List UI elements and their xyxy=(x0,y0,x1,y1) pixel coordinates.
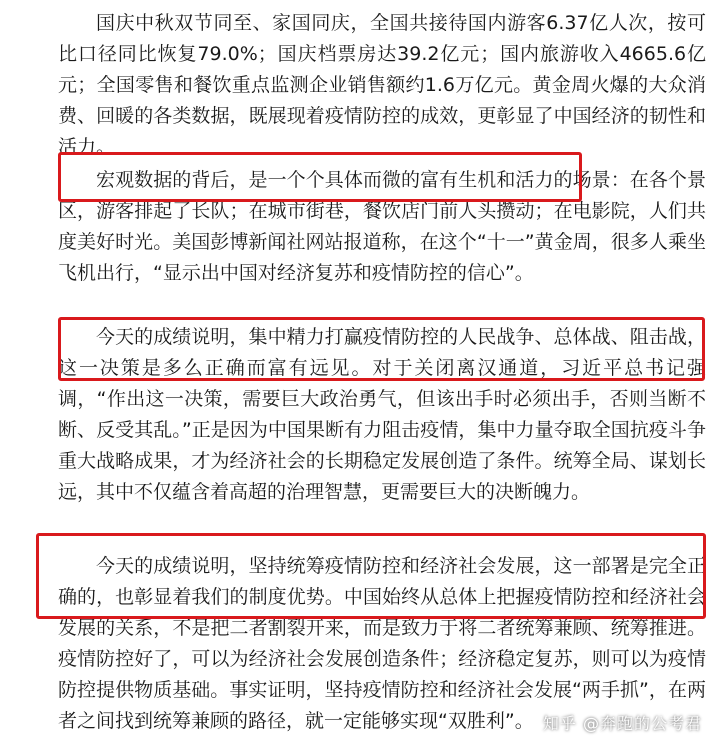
watermark: 知乎 @奔跑的公考君 xyxy=(542,714,702,733)
paragraph-3: 今天的成绩说明，集中精力打赢疫情防控的人民战争、总体战、阻击战，这一决策是多么正确而富有远见。对于关闭离汉通道，习近平总书记强调，“作出这一决策，需要巨大政治勇气，但该出手时必须出手，否则当断不断、反受其乱。”正是因为中国果断有力阻击疫情，集中力量夺取全国抗疫斗争重大战略成果，才为经济社会的长期稳定发展创造了条件。统筹全局、谋划长远，其中不仅蕴含着高超的治理智慧，更需要巨大的决断魄力。 xyxy=(58,326,706,503)
paragraph-1: 国庆中秋双节同至、家国同庆，全国共接待国内游客6.37亿人次，按可比口径同比恢复79.0%；国庆档票房达39.2亿元；国内旅游收入4665.6亿元；全国零售和餐饮重点监测企业销售额约1.6万亿元。黄金周火爆的大众消费、回暖的各类数据，既展现着疫情防控的成效，更彰显了中国经济的韧性和活力。 xyxy=(58,12,706,158)
paragraph-4: 今天的成绩说明，坚持统筹疫情防控和经济社会发展，这一部署是完全正确的，也彰显着我们的制度优势。中国始终从总体上把握疫情防控和经济社会发展的关系，不是把二者割裂开来，而是致力于将二者统筹兼顾、统筹推进。疫情防控好了，可以为经济社会发展创造条件；经济稳定复苏，则可以为疫情防控提供物质基础。事实证明，坚持疫情防控和经济社会发展“两手抓”，在两者之间找到统筹兼顾的路径，就一定能够实现“双胜利”。 xyxy=(58,555,706,732)
paragraph-2: 宏观数据的背后，是一个个具体而微的富有生机和活力的场景：在各个景区，游客排起了长队；在城市街巷，餐饮店门前人头攒动；在电影院，人们共度美好时光。美国彭博新闻社网站报道称，在这个“十一”黄金周，很多人乘坐飞机出行，“显示出中国对经济复苏和疫情防控的信心”。 xyxy=(58,169,706,284)
